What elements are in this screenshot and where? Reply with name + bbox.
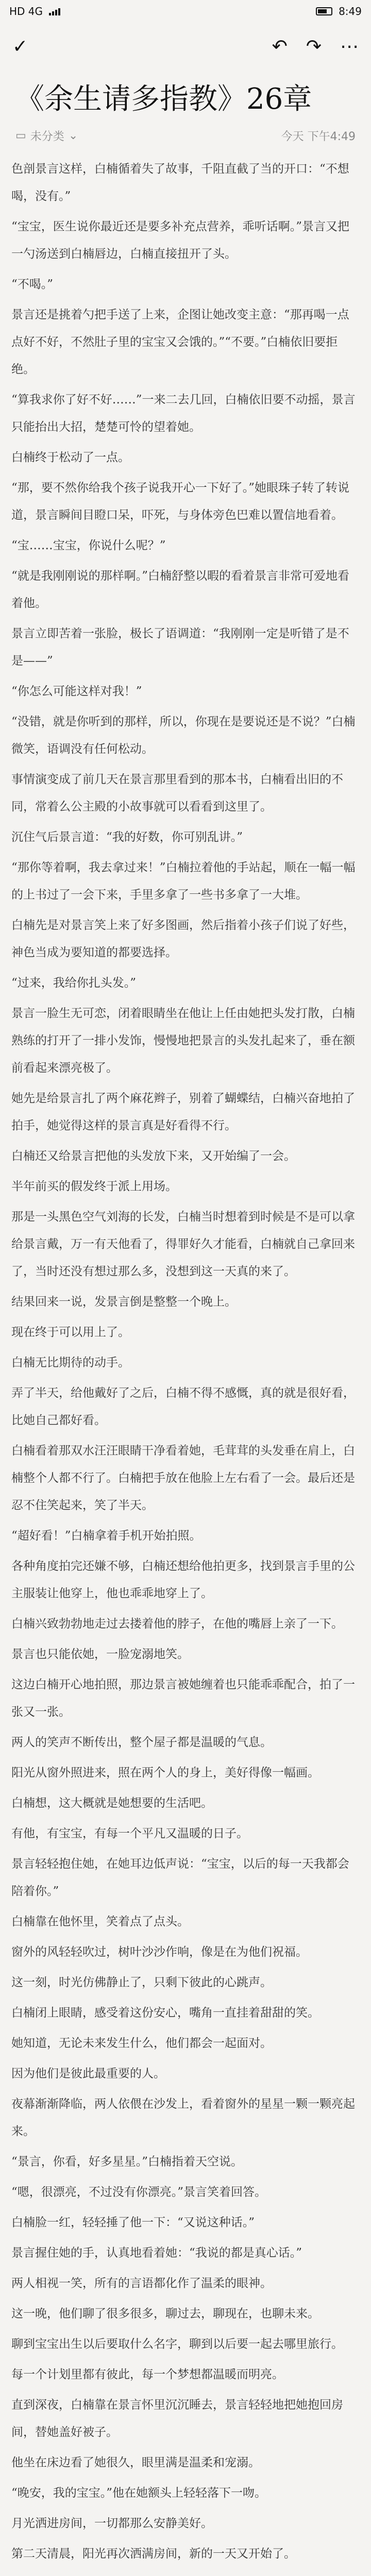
paragraph: 结果回来一说，发景言倒是整整一个晚上。 <box>11 1295 237 1309</box>
paragraph: 现在终于可以用上了。 <box>11 1326 130 1339</box>
paragraph: 这边白楠开心地拍照，那边景言被她缠着也只能乖乖配合，拍了一张又一张。 <box>11 1678 355 1719</box>
paragraph: “嗯，很漂亮，不过没有你漂亮。”景言笑着回答。 <box>11 2185 267 2199</box>
paragraph: 阳光从窗外照进来，照在两个人的身上，美好得像一幅画。 <box>11 1766 319 1780</box>
chevron-down-icon: ⌄ <box>68 129 78 142</box>
paragraph: “那你等着啊，我去拿过来！”白楠拉着他的手站起，顺在一幅一幅的上书过了一会下来，手里多拿了一些书多拿了一大堆。 <box>11 861 356 902</box>
paragraph: 景言立即苦着一张脸，极长了语调道：“我刚刚一定是听错了是不是——” <box>11 627 349 668</box>
note-toolbar <box>0 27 371 67</box>
paragraph: “超好看！”白楠拿着手机开始拍照。 <box>11 1529 201 1543</box>
paragraph: 这一晚，他们聊了很多很多，聊过去，聊现在，也聊未来。 <box>11 2307 319 2320</box>
paragraph: “就是我刚刚说的那样啊。”白楠舒整以暇的看着景言非常可爱地看着他。 <box>11 569 350 610</box>
paragraph: 白楠终于松动了一点。 <box>11 451 130 464</box>
paragraph: 有他，有宝宝，有每一个平凡又温暖的日子。 <box>11 1827 248 1840</box>
paragraph: 夜幕渐渐降临，两人依偎在沙发上，看着窗外的星星一颗一颗亮起来。 <box>11 2097 355 2138</box>
paragraph: 这一刻，时光仿佛静止了，只剩下彼此的心跳声。 <box>11 1976 272 1989</box>
paragraph: 窗外的风轻轻吹过，树叶沙沙作响，像是在为他们祝福。 <box>11 1945 308 1959</box>
paragraph: 那是一头黑色空气刘海的长发，白楠当时想着到时候是不是可以拿给景言戴，万一有天他看了，得罪好久才能看，白楠就自己拿回来了，当时还没有想过那么多，没想到这一天真的来了。 <box>11 1210 355 1278</box>
paragraph: 各种角度拍完还嫌不够，白楠还想给他拍更多，找到景言手里的公主服装让他穿上，他也乖乖地穿上了。 <box>11 1560 355 1600</box>
paragraph: 月光洒进房间，一切都那么安静美好。 <box>11 2517 213 2530</box>
paragraph: 白楠靠在他怀里，笑着点了点头。 <box>11 1915 189 1928</box>
paragraph: 事情演变成了前几天在景言那里看到的那本书，白楠看出旧的不同，常着么公主殿的小故事就可以看看到这里了。 <box>11 773 343 814</box>
paragraph: 景言也只能依她，一脸宠溺地笑。 <box>11 1648 189 1661</box>
paragraph: 白楠还又给景言把他的头发放下来，又开始编了一会。 <box>11 1149 296 1163</box>
paragraph: 弄了半天，给他戴好了之后，白楠不得不感慨，真的就是很好看，比她自己都好看。 <box>11 1386 355 1427</box>
paragraph: “宝宝，医生说你最近还是要多补充点营养，乖听话啊。”景言又把一勺汤送到白楠唇边，白楠直接扭开了头。 <box>11 220 350 261</box>
paragraph <box>11 2571 360 2576</box>
paragraph: 沉住气后景言道：“我的好数，你可别乱讲。” <box>11 831 243 844</box>
note-timestamp: 今天 下午4:49 <box>281 130 356 143</box>
status-bar <box>0 0 371 23</box>
paragraph: “晚安，我的宝宝。”他在她额头上轻轻落下一吻。 <box>11 2486 267 2500</box>
signal-icon <box>49 7 60 15</box>
paragraph: 每一个计划里都有彼此，每一个梦想都温暖而明亮。 <box>11 2368 284 2381</box>
paragraph: 白楠兴致勃勃地走过去搂着他的脖子，在他的嘴唇上亲了一下。 <box>11 1617 343 1631</box>
paragraph: 聊到宝宝出生以后要取什么名字，聊到以后要一起去哪里旅行。 <box>11 2337 343 2351</box>
paragraph: 直到深夜，白楠靠在景言怀里沉沉睡去，景言轻轻地把她抱回房间，替她盖好被子。 <box>11 2398 343 2439</box>
paragraph: 白楠想，这大概就是她想要的生活吧。 <box>11 1797 213 1810</box>
paragraph: 两人相视一笑，所有的言语都化作了温柔的眼神。 <box>11 2277 272 2290</box>
battery-icon <box>316 7 332 15</box>
paragraph: “那，要不然你给我个孩子说我开心一下好了。”她眼珠子转了转说道，景言瞬间目瞪口呆，吓死，与身体旁色巴难以置信地看着。 <box>11 481 350 522</box>
paragraph: 两人的笑声不断传出，整个屋子都是温暖的气息。 <box>11 1736 272 1749</box>
paragraph: 白楠先是对景言笑上来了好多图画，然后指着小孩子们说了好些，神色当成为要知道的都要选择。 <box>11 919 355 959</box>
paragraph: 他坐在床边看了她很久，眼里满是温柔和宠溺。 <box>11 2456 260 2469</box>
paragraph: “宝……宝宝，你说什么呢？” <box>11 539 166 552</box>
paragraph: 景言轻轻抱住她，在她耳边低声说：“宝宝，以后的每一天我都会陪着你。” <box>11 1857 349 1898</box>
paragraph: 半年前买的假发终于派上用场。 <box>11 1180 177 1193</box>
done-check-icon[interactable]: ✓ <box>12 36 28 57</box>
note-body[interactable] <box>11 156 360 2576</box>
paragraph: 色剖景言这样，白楠循着失了故事，千阻直截了当的开口：“不想喝，没有。” <box>11 162 349 203</box>
paragraph: 她知道，无论未来发生什么，他们都会一起面对。 <box>11 2037 272 2050</box>
folder-selector[interactable] <box>15 128 78 144</box>
undo-icon[interactable]: ↶ <box>272 36 288 57</box>
folder-icon: ▭ <box>15 129 26 142</box>
carrier-label: HD 4G <box>9 5 43 18</box>
paragraph: 白楠脸一红，轻轻捶了他一下：“又说这种话。” <box>11 2216 255 2229</box>
paragraph: “过来，我给你扎头发。” <box>11 976 137 990</box>
paragraph: 景言握住她的手，认真地看着她：“我说的都是真心话。” <box>11 2246 302 2260</box>
clock: 8:49 <box>339 5 362 18</box>
paragraph: 景言一脸生无可恋，闭着眼睛坐在他让上任由她把头发打散，白楠熟练的打开了一排小发饰，慢慢地把景言的头发扎起来了，垂在额前看起来漂亮极了。 <box>11 1007 355 1075</box>
paragraph: 白楠看着那双水汪汪眼睛干净看着她，毛茸茸的头发垂在肩上，白楠整个人都不行了。白楠把手放在他脸上左右看了一会。最后还是忍不住笑起来，笑了半天。 <box>11 1444 355 1512</box>
paragraph: 她先是给景言扎了两个麻花辫子，别着了蝴蝶结，白楠兴奋地拍了拍手，她觉得这样的景言真是好看得不行。 <box>11 1092 355 1132</box>
more-options-icon[interactable]: ⋯ <box>340 36 359 57</box>
folder-label: 未分类 <box>30 130 64 143</box>
paragraph: 第二天清晨，阳光再次洒满房间，新的一天又开始了。 <box>11 2547 296 2561</box>
paragraph: 景言还是挑着勺把手送了上来，企图让她改变主意：“那再喝一点点好不好，不然肚子里的宝宝又会饿的。”“不要。”白楠依旧要拒绝。 <box>11 308 349 376</box>
paragraph: 白楠闭上眼睛，感受着这份安心，嘴角一直挂着甜甜的笑。 <box>11 2006 319 2020</box>
redo-icon[interactable]: ↷ <box>306 36 322 57</box>
paragraph: “景言，你看，好多星星。”白楠指着天空说。 <box>11 2155 243 2168</box>
paragraph: “没错，就是你听到的那样，所以，你现在是要说还是不说？”白楠微笑，语调没有任何松动。 <box>11 715 356 756</box>
paragraph: 白楠无比期待的动手。 <box>11 1356 130 1369</box>
paragraph: “算我求你了好不好……”一来二去几回，白楠依旧要不动摇，景言只能抬出大招，楚楚可怜的望着她。 <box>11 393 356 434</box>
paragraph: 因为他们是彼此最重要的人。 <box>11 2067 165 2080</box>
paragraph: “不喝。” <box>11 278 54 291</box>
note-meta <box>15 128 356 144</box>
note-title[interactable]: 《余生请多指教》26章 <box>15 82 312 116</box>
paragraph: “你怎么可能这样对我！” <box>11 685 142 698</box>
